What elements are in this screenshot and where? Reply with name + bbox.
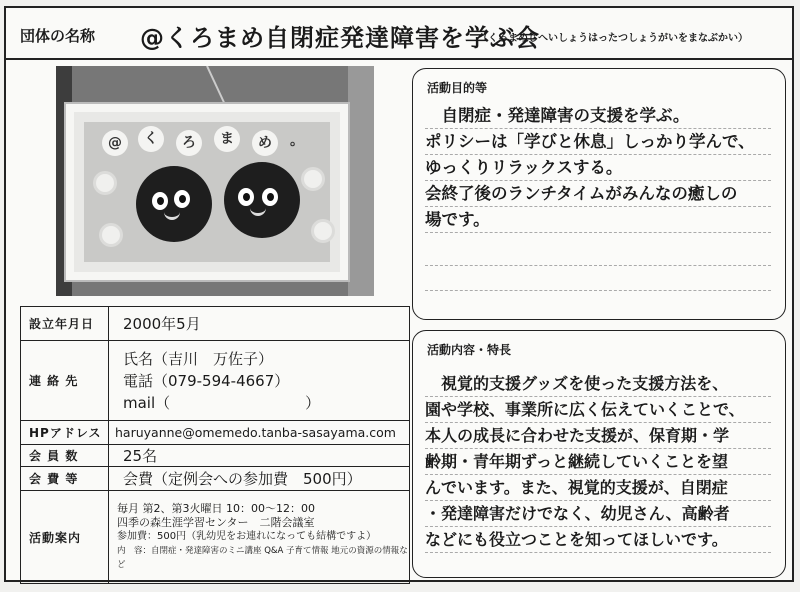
flower-icon [304, 170, 322, 188]
purpose-line: ポリシーは「学びと休息」しっかり学んで、 [425, 129, 771, 155]
activity-value [109, 491, 410, 584]
sign-letter: ま [214, 126, 240, 152]
sign-letter: @ [102, 130, 128, 156]
members-value: 25名 [109, 445, 410, 467]
contact-value [109, 341, 410, 421]
features-line: 齢期・青年期ずっと継続していくことを望 [425, 449, 771, 475]
features-box [412, 330, 786, 578]
features-line: 視覚的支援グッズを使った支援方法を、 [425, 371, 771, 397]
features-line: んでいます。また、視覚的支援が、自閉症 [425, 475, 771, 501]
contact-label: 連 絡 先 [21, 341, 109, 421]
kuromame-sign-board [66, 104, 348, 280]
purpose-line: ゆっくりリラックスする。 [425, 155, 771, 181]
activity-fee: 参加費：500円（乳幼児をお連れになっても結構ですよ） [117, 531, 377, 542]
founded-row [21, 307, 410, 341]
group-photo [56, 66, 374, 296]
features-line: 本人の成長に合わせた支援が、保育期・学 [425, 423, 771, 449]
org-info-table [20, 306, 410, 584]
hp-label: HPアドレス [21, 421, 109, 445]
activity-row [21, 491, 410, 584]
flower-icon [314, 222, 332, 240]
features-line: 園や学校、事業所に広く伝えていくことで、 [425, 397, 771, 423]
hp-row [21, 421, 410, 445]
flower-icon [102, 226, 120, 244]
sign-letter: ろ [176, 130, 202, 156]
features-line: などにも役立つことを知ってほしいです。 [425, 527, 771, 553]
hp-address-link[interactable]: haruyanne@omemedo.tanba-sasayama.com [109, 421, 410, 445]
blank-rule [425, 265, 771, 266]
purpose-box [412, 68, 786, 320]
contact-phone: 電話（079-594-4667） [123, 371, 290, 390]
title-bar [6, 8, 792, 60]
sign-letter: 。 [290, 133, 304, 149]
features-heading: 活動内容・特長 [427, 343, 512, 357]
org-name-reading: （くろまめじへいしょうはったつしょうがいをまなぶかい） [478, 33, 748, 44]
flower-icon [96, 174, 114, 192]
contact-row [21, 341, 410, 421]
activity-label: 活動案内 [21, 491, 109, 584]
sign-letter: め [252, 130, 278, 156]
fee-value: 会費（定例会への参加費 500円） [109, 467, 410, 491]
purpose-heading: 活動目的等 [427, 81, 488, 95]
fee-row [21, 467, 410, 491]
activity-venue: 四季の森生涯学習センター 二階会議室 [117, 516, 315, 529]
features-text [425, 371, 771, 553]
founded-label: 設立年月日 [21, 307, 109, 341]
org-name-label: 団体の名称 [20, 27, 96, 45]
features-line: ・発達障害だけでなく、幼児さん、高齢者 [425, 501, 771, 527]
profile-sheet [4, 6, 794, 582]
founded-value: 2000年5月 [109, 307, 410, 341]
members-row [21, 445, 410, 467]
black-bean-character-icon [136, 166, 212, 242]
contact-name: 氏名（吉川 万佐子） [123, 349, 274, 368]
black-bean-character-icon [224, 162, 300, 238]
sign-letter: く [138, 126, 164, 152]
purpose-line: 会終了後のランチタイムがみんなの癒しの [425, 181, 771, 207]
contact-mail: mail（ ） [123, 393, 321, 412]
fee-label: 会 費 等 [21, 467, 109, 491]
purpose-text [425, 103, 771, 233]
purpose-line: 自閉症・発達障害の支援を学ぶ。 [425, 103, 771, 129]
activity-schedule: 毎月 第2、第3火曜日 10：00～12：00 [117, 502, 315, 515]
org-name: @くろまめ自閉症発達障害を学ぶ会 [140, 24, 540, 52]
blank-rule [425, 290, 771, 291]
purpose-line: 場です。 [425, 207, 771, 233]
activity-content: 内 容：自閉症・発達障害のミニ講座 Q&A 子育て情報 地元の資源の情報など [117, 546, 408, 570]
members-label: 会 員 数 [21, 445, 109, 467]
